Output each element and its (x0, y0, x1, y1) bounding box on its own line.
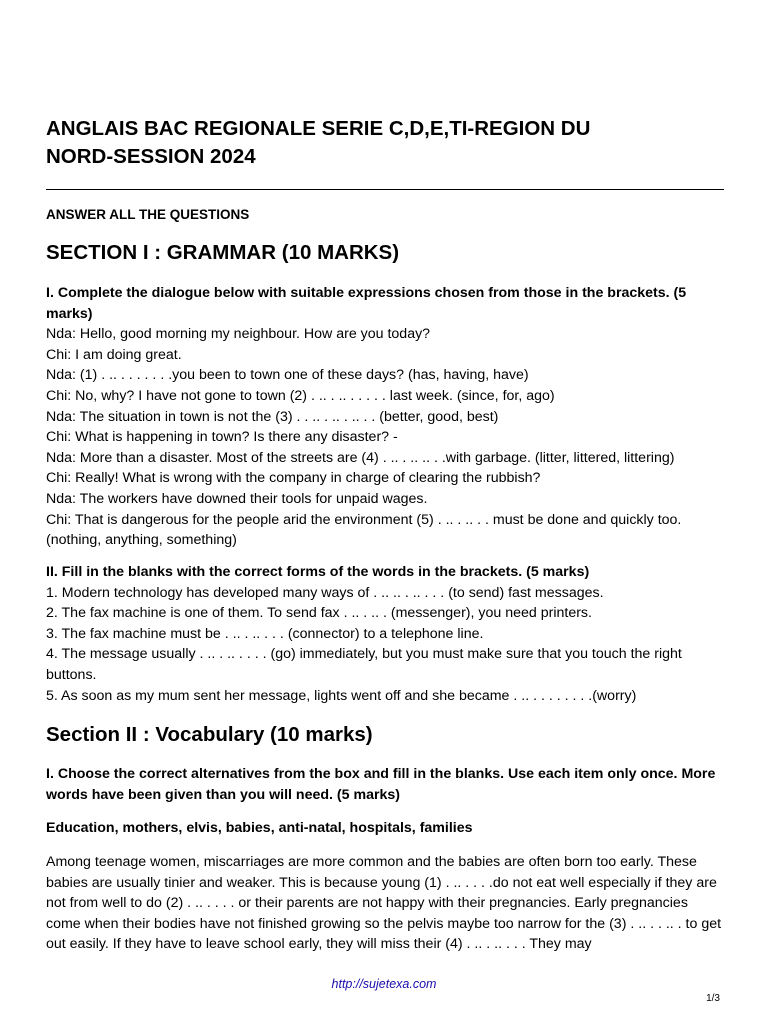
dialogue-line: Chi: That is dangerous for the people arid the environment (5) . .. . .. . . must be done and quickly too. (nothing, anything, something) (46, 511, 682, 549)
exercise-item: 3. The fax machine must be . .. . .. . . . (connector) to a telephone line. (46, 625, 484, 642)
dialogue-line: Chi: No, why? I have not gone to town (2) . .. . .. . . . . . last week. (since, for, ago) (46, 387, 555, 404)
vocabulary-part-1-instruction-block (46, 764, 724, 805)
document-page (46, 0, 724, 1024)
document-title (46, 115, 724, 171)
title-divider (46, 189, 724, 190)
dialogue-line: Nda: Hello, good morning my neighbour. How are you today? (46, 326, 431, 343)
word-box-items: Education, mothers, elvis, babies, anti-natal, hospitals, families (46, 820, 473, 836)
grammar-part-2-instruction: II. Fill in the blanks with the correct forms of the words in the brackets. (5 marks) (46, 564, 590, 580)
grammar-part-1 (46, 283, 724, 551)
document-title-line-2: NORD-SESSION 2024 (46, 145, 256, 168)
dialogue-line: Nda: (1) . .. . . . . . . .you been to town one of these days? (has, having, have) (46, 367, 529, 384)
word-box (46, 818, 724, 839)
general-instruction: ANSWER ALL THE QUESTIONS (46, 207, 250, 222)
grammar-part-2 (46, 562, 724, 706)
exercise-item: 5. As soon as my mum sent her message, lights went off and she became . .. . . . . . . . .(worry) (46, 687, 637, 704)
section-2-heading: Section II : Vocabulary (10 marks) (46, 723, 373, 746)
vocabulary-passage: Among teenage women, miscarriages are more common and the babies are often born too early. These babies are usually tinier and weaker. This is because young (1) . .. . . . .do not eat well especially if they are not from well to do (2) . .. . . . . or their parents are not happy with their pregnancies. Early pregnancies come when their bodies have not finished growing so the pelvis maybe too narrow for the (3) . .. . . .. . to get out easily. If they have to leave school early, they will miss their (4) . .. . .. . . . They may (46, 854, 722, 953)
page-number: 1/3 (706, 993, 720, 1004)
dialogue-line: Nda: More than a disaster. Most of the streets are (4) . .. . .. .. . .with garbage. (litter, littered, littering) (46, 449, 675, 466)
exercise-item: 2. The fax machine is one of them. To send fax . .. . .. . (messenger), you need printers. (46, 605, 592, 622)
vocabulary-passage-block (46, 852, 724, 955)
dialogue-line: Nda: The workers have downed their tools for unpaid wages. (46, 490, 428, 507)
vocabulary-part-1-instruction: I. Choose the correct alternatives from the box and fill in the blanks. Use each item only once. More words have been given than you will need. (5 marks) (46, 766, 716, 803)
section-1-heading: SECTION I : GRAMMAR (10 MARKS) (46, 241, 400, 264)
dialogue-line: Chi: I am doing great. (46, 346, 182, 363)
dialogue-line: Chi: What is happening in town? Is there any disaster? - (46, 429, 398, 446)
dialogue-line: Chi: Really! What is wrong with the company in charge of clearing the rubbish? (46, 470, 541, 487)
exercise-item: 1. Modern technology has developed many ways of . .. .. . .. . . . (to send) fast messages. (46, 584, 604, 601)
document-title-line-1: ANGLAIS BAC REGIONALE SERIE C,D,E,TI-REGION DU (46, 117, 591, 140)
grammar-part-1-instruction: I. Complete the dialogue below with suitable expressions chosen from those in the brackets. (5 marks) (46, 285, 687, 322)
exercise-item: 4. The message usually . .. . .. . . . . (go) immediately, but you must make sure that you touch the right buttons. (46, 646, 682, 683)
dialogue-line: Nda: The situation in town is not the (3) . . .. . .. . .. . . (better, good, best) (46, 408, 499, 425)
footer-link[interactable]: http://sujetexa.com (331, 977, 437, 991)
